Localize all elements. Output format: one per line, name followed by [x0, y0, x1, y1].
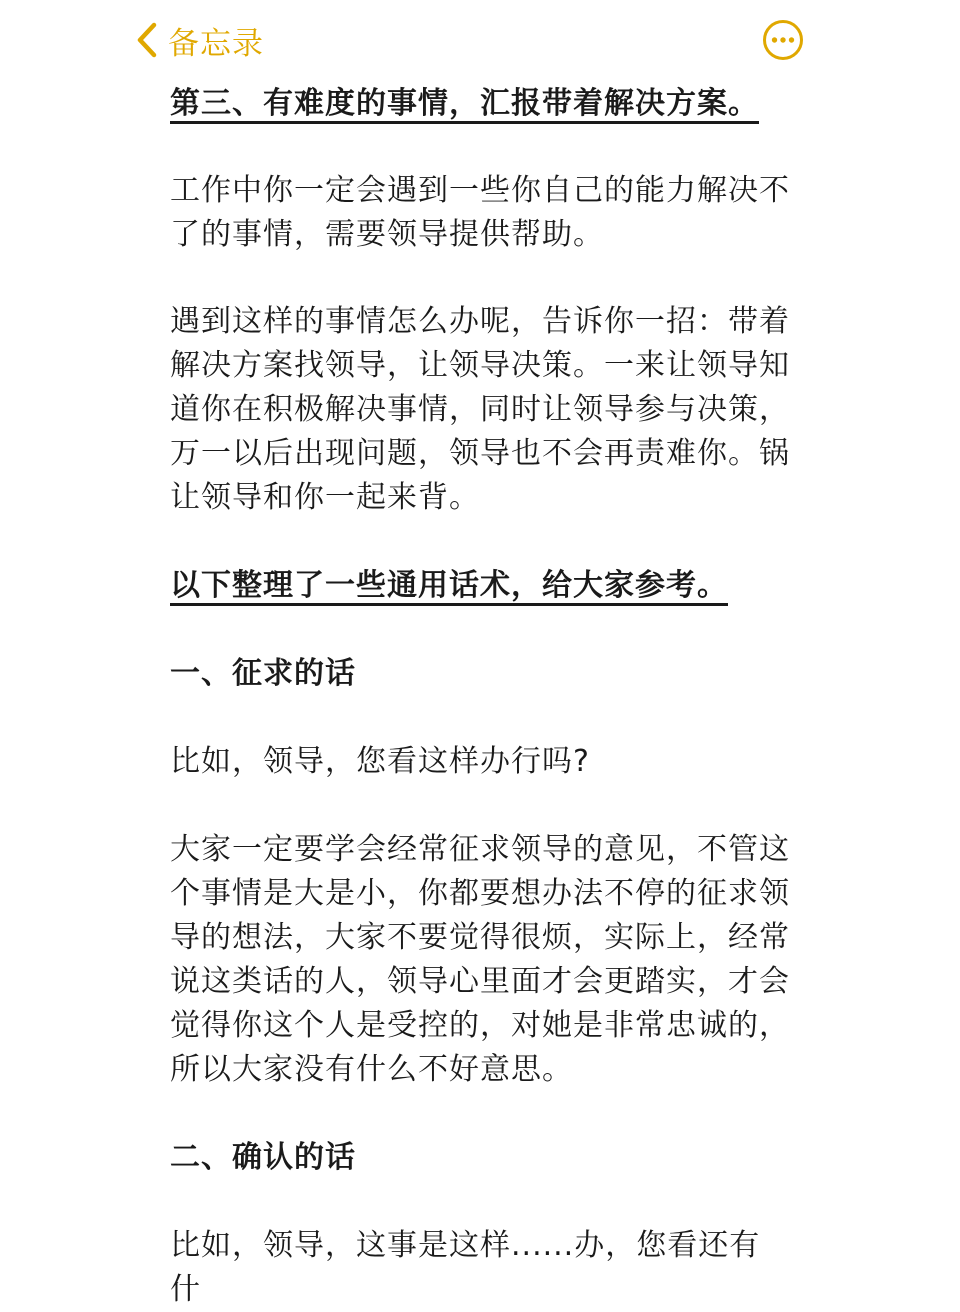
- more-options-button[interactable]: [762, 19, 804, 61]
- chevron-left-icon: [136, 22, 158, 58]
- note-content[interactable]: [170, 82, 790, 1312]
- heading-third-point: 第三、有难度的事情，汇报带着解决方案。: [170, 86, 759, 121]
- navigation-bar: [0, 0, 960, 82]
- back-label: 备忘录: [168, 25, 264, 62]
- paragraph-solution-advice: 遇到这样的事情怎么办呢，告诉你一招：带着解决方案找领导，让领导决策。一来让领导知道你在积极解决事情，同时让领导参与决策，万一以后出现问题，领导也不会再责难你。锅让领导和你一起来背。: [170, 304, 790, 515]
- more-horizontal-circle-icon: [762, 19, 804, 61]
- back-button[interactable]: [136, 18, 264, 62]
- section-title-asking: 一、征求的话: [170, 656, 356, 691]
- paragraph-asking: 大家一定要学会经常征求领导的意见，不管这个事情是大是小，你都要想办法不停的征求领导的想法，大家不要觉得很烦，实际上，经常说这类话的人，领导心里面才会更踏实，才会觉得你这个人是受控的，对她是非常忠诚的，所以大家没有什么不好意思。: [170, 832, 790, 1087]
- heading-common-phrases: 以下整理了一些通用话术，给大家参考。: [170, 568, 728, 603]
- example-asking: 比如，领导，您看这样办行吗?: [170, 744, 590, 779]
- paragraph-difficult-tasks: 工作中你一定会遇到一些你自己的能力解决不了的事情，需要领导提供帮助。: [170, 173, 790, 252]
- section-title-confirming: 二、确认的话: [170, 1140, 356, 1175]
- example-confirming: 比如，领导，这事是这样......办，您看还有什: [170, 1228, 761, 1307]
